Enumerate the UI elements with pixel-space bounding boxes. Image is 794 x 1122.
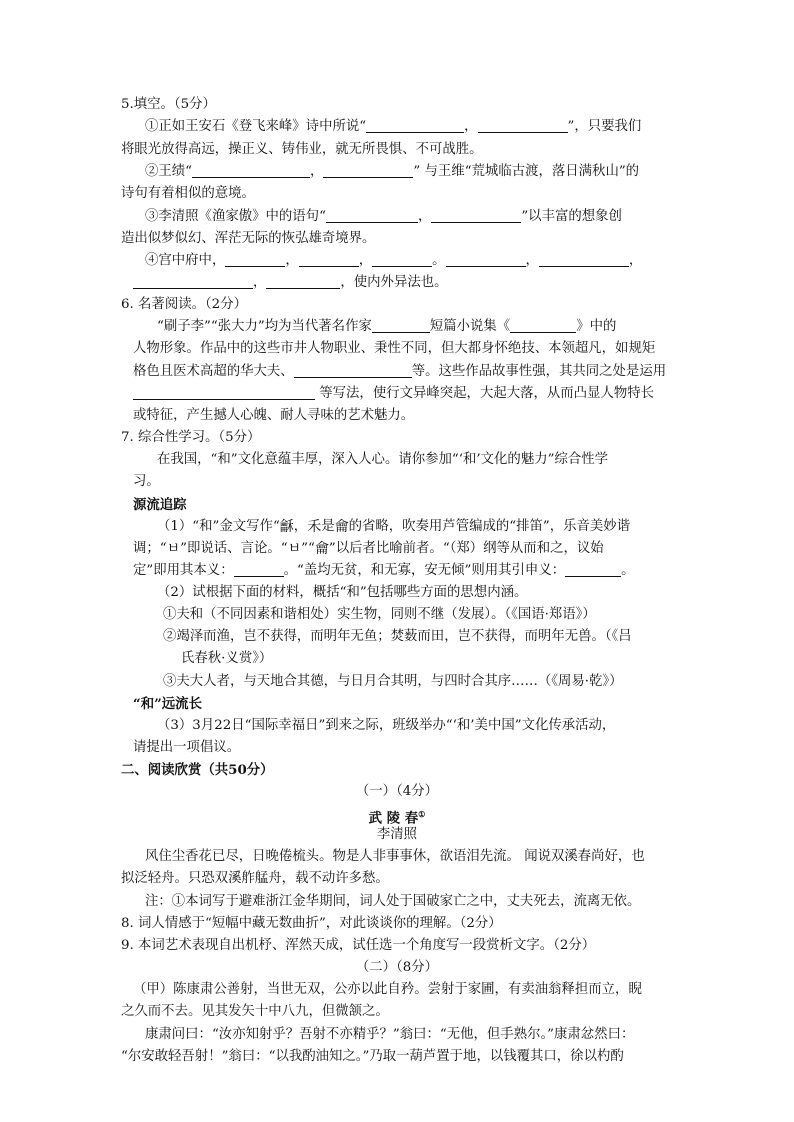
q7-material-2: ②竭泽而渔，岂不获得，而明年无鱼；焚薮而田，岂不获得，而明年无兽。（《吕 <box>163 629 632 644</box>
passage-line-1: （甲）陈康肃公善射，当世无双，公亦以此自矜。尝射于家圃，有卖油翁释担而立，睨 <box>133 982 642 997</box>
answer-blank[interactable] <box>266 274 340 289</box>
q5-item4-line: ④宫中府中， ， ， 。 ， ， <box>145 253 643 268</box>
bronze-script-he-glyph: 龢 <box>279 519 294 535</box>
answer-blank[interactable] <box>225 252 285 267</box>
q5-item1-line: ①正如王安石《登飞来峰》诗中所说“ ， ”，只要我们 <box>145 119 642 134</box>
q7-intro-cont: 习。 <box>133 474 160 489</box>
passage-line-3: 康肃问曰：“汝亦知射乎？吾射不亦精乎？”翁曰：“无他，但手熟尔。”康肃忿然曰： <box>145 1027 635 1042</box>
q6-line5: 或特征，产生撼人心魄、耐人寻味的艺术魅力。 <box>133 408 415 423</box>
q7-part3-line2: 请提出一项倡议。 <box>133 740 241 755</box>
q6-line3: 格色且医术高超的华大夫、 等。这些作品故事性强，其共同之处是运用 <box>133 364 667 379</box>
answer-blank[interactable] <box>565 562 621 577</box>
part-2-heading: （二）（8分） <box>355 960 439 975</box>
answer-blank[interactable] <box>299 252 359 267</box>
poem-author: 李清照 <box>376 827 418 842</box>
answer-blank[interactable] <box>323 163 413 178</box>
q5-item2-cont: 诗句有着相似的意境。 <box>121 186 255 201</box>
answer-blank[interactable] <box>431 208 521 223</box>
q7-subheading-origin: 源流追踪 <box>133 497 187 513</box>
passage-line-2: 之久而不去。见其发矢十中八九，但微颔之。 <box>121 1004 389 1019</box>
q5-heading: 5.填空。（5分） <box>121 97 216 112</box>
q5-item3-line: ③李清照《渔家傲》中的语句“ ， ”以丰富的想象创 <box>145 209 622 224</box>
q6-heading: 6. 名著阅读。（2分） <box>121 297 247 312</box>
bronze-script-kou-glyph: ㅂ <box>166 541 181 557</box>
q7-part1-line3: 定”即用其本义： 。“盖均无贫，和无寡，安无倾”则用其引申义： 。 <box>133 563 635 578</box>
q7-subheading-legacy: “和”远流长 <box>133 696 202 712</box>
answer-blank[interactable] <box>510 318 576 333</box>
answer-blank[interactable] <box>478 118 568 133</box>
q7-heading: 7. 综合性学习。（5分） <box>121 430 261 445</box>
q7-intro: 在我国，“和”文化意蕴丰厚，深入人心。请你参加“‘和’文化的魅力”综合性学 <box>157 452 609 467</box>
part-1-heading: （一）（4分） <box>355 784 439 799</box>
q8-prompt: 8. 词人情感于“短幅中藏无数曲折”，对此谈谈你的理解。（2分） <box>121 916 502 931</box>
answer-blank[interactable] <box>446 252 526 267</box>
q6-line1: “刷子李”“张大力”均为当代著名作家 短篇小说集《 》中的 <box>157 319 617 334</box>
bronze-script-yue-glyph: 龠 <box>334 519 349 535</box>
q7-part1-line1: （1）“和”金文写作“龢，禾是龠的省略，吹奏用芦管编成的“排笛”，乐音美妙谐 <box>157 519 631 535</box>
answer-blank[interactable] <box>234 562 284 577</box>
q5-item2-line: ②王绩“ ， ” 与王维“荒城临古渡，落日满秋山”的 <box>145 164 640 179</box>
q5-item1-cont: 将眼光放得高远，操正义、铸伟业，就无所畏惧、不可战胜。 <box>121 142 483 157</box>
q6-line2: 人物形象。作品中的这些市井人物职业、秉性不同，但大都身怀绝技、本领超凡，如规矩 <box>133 341 656 356</box>
answer-blank[interactable] <box>539 252 629 267</box>
bronze-script-kou-glyph: ㅂ <box>287 541 302 557</box>
answer-blank[interactable] <box>133 274 253 289</box>
bronze-script-yue-glyph: 龠 <box>314 541 329 557</box>
poem-footnote: 注：①本词写于避难浙江金华期间，词人处于国破家亡之中，丈夫死去，流离无依。 <box>145 894 641 909</box>
poem-line-2: 拟泛轻舟。只恐双溪舴艋舟，载不动许多愁。 <box>121 871 389 886</box>
q7-material-3: ③夫大人者，与天地合其德，与日月合其明，与四时合其序……（《周易·乾》） <box>163 674 623 689</box>
q7-material-2-cont: 氏春秋·义赏》） <box>181 651 273 666</box>
q7-part2-prompt: （2）试根据下面的材料，概括“和”包括哪些方面的思想内涵。 <box>157 585 528 600</box>
answer-blank[interactable] <box>133 385 315 400</box>
q5-item3-cont: 造出似梦似幻、浑茫无际的恢弘雄奇境界。 <box>121 231 376 246</box>
passage-line-4: “尔安敢轻吾射！”翁曰：“以我酌油知之。”乃取一葫芦置于地，以钱覆其口，徐以杓酌 <box>121 1049 624 1064</box>
q7-part1-line2: 调；“ㅂ”即说话、言论。“ㅂ”“龠”以后者比喻前者。“（郑）纲等从而和之，议始 <box>133 541 604 557</box>
q9-prompt: 9. 本词艺术表现自出机杼、浑然天成，试任选一个角度写一段赏析文字。（2分） <box>121 938 596 953</box>
answer-blank[interactable] <box>372 318 430 333</box>
q7-material-1: ①夫和（不同因素和谐相处）实生物，同则不继（发展）。（《国语·郑语》） <box>163 607 596 622</box>
answer-blank[interactable] <box>326 208 418 223</box>
poem-title: 武 陵 春① <box>368 809 426 827</box>
answer-blank[interactable] <box>372 252 432 267</box>
section-2-heading: 二、阅读欣赏（共50分） <box>121 762 274 778</box>
poem-line-1: 风住尘香花已尽，日晚倦梳头。物是人非事事休，欲语泪先流。 闻说双溪春尚好，也 <box>145 849 645 864</box>
answer-blank[interactable] <box>366 118 464 133</box>
q6-line4: 等写法，使行文异峰突起，大起大落，从而凸显人物特长 <box>133 385 654 403</box>
q5-item4-cont: ， ，使内外异法也。 <box>133 274 448 292</box>
bronze-script-part-glyph: 禾 <box>307 519 322 535</box>
q7-part3-line1: （3）3月22日“国际幸福日”到来之际，班级举办“‘和’美中国”文化传承活动， <box>157 718 616 733</box>
answer-blank[interactable] <box>294 363 412 378</box>
answer-blank[interactable] <box>192 163 310 178</box>
